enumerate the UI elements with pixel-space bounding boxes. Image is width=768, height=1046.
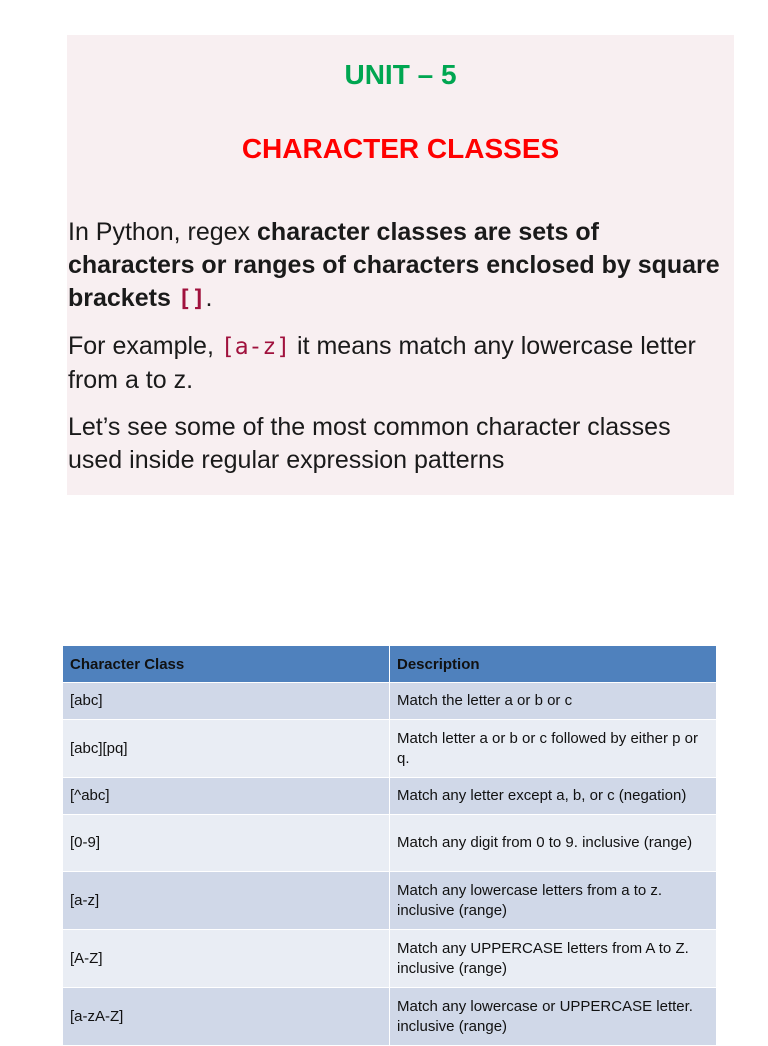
header-character-class: Character Class — [63, 646, 390, 683]
table-row — [63, 930, 717, 988]
table-row — [63, 815, 717, 872]
class-cell: [0-9] — [63, 815, 390, 872]
class-cell: [a-z] — [63, 872, 390, 930]
unit-heading: UNIT – 5 — [344, 59, 457, 90]
slide-panel — [67, 35, 734, 495]
class-cell: [A-Z] — [63, 930, 390, 988]
description-cell: Match any letter except a, b, or c (negation) — [390, 778, 717, 815]
table-row — [63, 988, 717, 1046]
table-row — [63, 683, 717, 720]
brackets-code: [] — [177, 286, 206, 312]
character-class-table — [62, 645, 717, 1046]
description-cell: Match letter a or b or c followed by either p or q. — [390, 720, 717, 778]
description-cell: Match any digit from 0 to 9. inclusive (range) — [390, 815, 717, 872]
class-cell: [^abc] — [63, 778, 390, 815]
class-cell: [abc] — [63, 683, 390, 720]
table-row — [63, 720, 717, 778]
class-cell: [abc][pq] — [63, 720, 390, 778]
table-row — [63, 872, 717, 930]
closing-paragraph: Let’s see some of the most common character classes used inside regular expression patterns — [68, 413, 671, 474]
description-cell: Match any lowercase letters from a to z. inclusive (range) — [390, 872, 717, 930]
header-description: Description — [390, 646, 717, 683]
description-cell: Match any UPPERCASE letters from A to Z. inclusive (range) — [390, 930, 717, 988]
intro-paragraph — [68, 216, 728, 316]
intro-bold-text: character classes are sets of characters or ranges of characters enclosed by square brackets — [68, 218, 720, 312]
description-cell: Match the letter a or b or c — [390, 683, 717, 720]
intro-end: . — [205, 284, 213, 312]
table-row — [63, 778, 717, 815]
description-cell: Match any lowercase or UPPERCASE letter. inclusive (range) — [390, 988, 717, 1046]
table-header-row — [63, 646, 717, 683]
class-cell: [a-zA-Z] — [63, 988, 390, 1046]
example-code: [a-z] — [220, 334, 291, 360]
example-text: For example, — [68, 332, 221, 360]
intro-text: In Python, regex — [68, 218, 258, 246]
example-end: it means match any lowercase letter from a to z. — [68, 332, 696, 394]
example-paragraph — [68, 330, 728, 397]
slide-title: CHARACTER CLASSES — [241, 133, 560, 164]
